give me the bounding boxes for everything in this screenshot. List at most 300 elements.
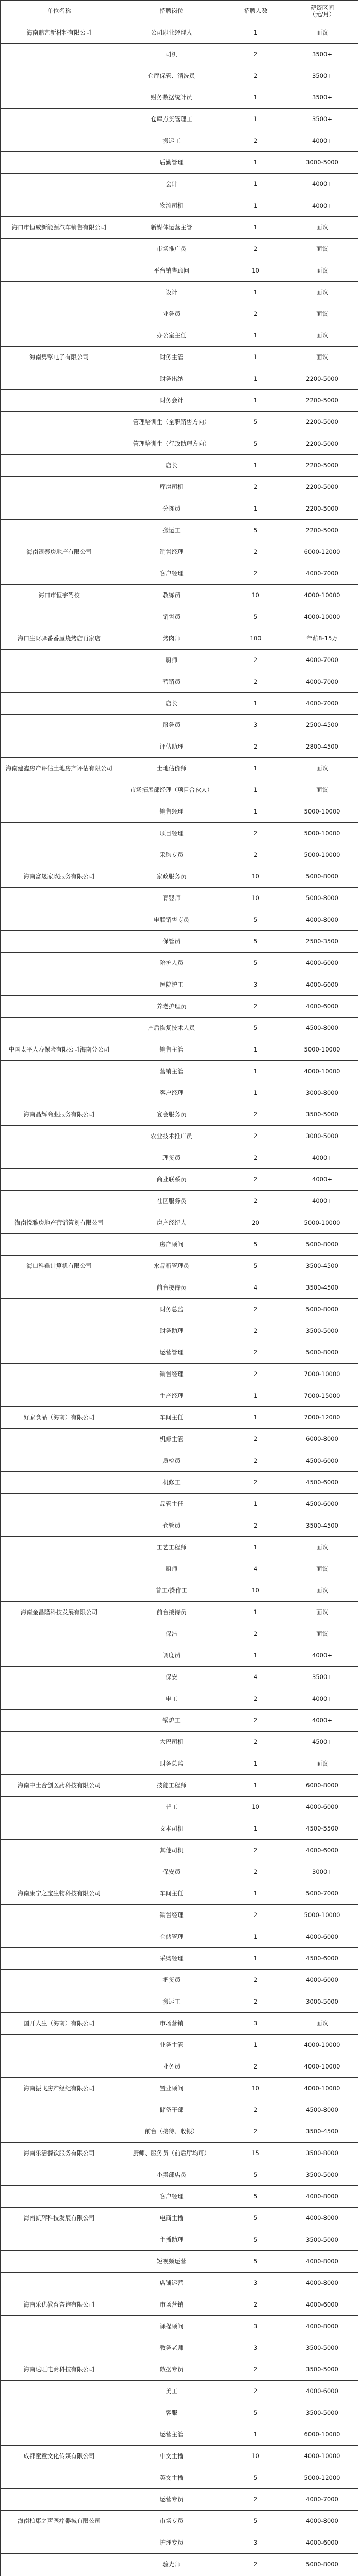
count-cell: 5 — [225, 909, 286, 931]
salary-cell: 5000-8000 — [286, 1299, 358, 1320]
count-cell: 2 — [225, 2489, 286, 2511]
table-row — [1, 693, 358, 715]
company-cell — [1, 2229, 118, 2251]
salary-cell: 4000-6000 — [286, 953, 358, 974]
table-row — [1, 1818, 358, 1840]
table-row — [1, 282, 358, 303]
position-cell: 管理培训生（全职销售方向） — [118, 412, 225, 433]
company-cell — [1, 390, 118, 412]
position-cell: 教练员 — [118, 585, 225, 606]
company-cell: 成都童童文化传媒有限公司 — [1, 2446, 118, 2467]
salary-cell: 4000-7000 — [286, 693, 358, 715]
count-cell: 1 — [225, 195, 286, 217]
count-cell: 4 — [225, 1558, 286, 1580]
salary-cell: 2200-5000 — [286, 498, 358, 520]
company-cell — [1, 520, 118, 541]
position-cell: 调度员 — [118, 1645, 225, 1667]
salary-cell: 3000-5000 — [286, 152, 358, 174]
salary-cell: 4000-6000 — [286, 1840, 358, 1861]
count-cell: 1 — [225, 1385, 286, 1407]
position-cell: 仓储管理 — [118, 1926, 225, 1948]
count-cell: 2 — [225, 1515, 286, 1537]
salary-cell: 面议 — [286, 1580, 358, 1602]
salary-cell: 3500-5000 — [286, 2359, 358, 2381]
position-cell: 其他司机 — [118, 1840, 225, 1861]
table-row — [1, 2424, 358, 2446]
salary-cell: 4000+ — [286, 1710, 358, 1732]
salary-cell: 5000-8000 — [286, 2554, 358, 2575]
company-cell — [1, 1645, 118, 1667]
salary-cell: 面议 — [286, 1558, 358, 1580]
table-row — [1, 2273, 358, 2294]
table-row — [1, 2229, 358, 2251]
count-cell: 10 — [225, 866, 286, 888]
salary-cell: 5000-7000 — [286, 1883, 358, 1905]
position-cell: 品管主任 — [118, 1494, 225, 1515]
table-row — [1, 412, 358, 433]
company-cell — [1, 282, 118, 303]
company-cell — [1, 2056, 118, 2078]
company-cell: 海南悦雅房地产营销策划有限公司 — [1, 1212, 118, 1234]
position-cell: 保安 — [118, 1667, 225, 1688]
count-cell: 2 — [225, 1320, 286, 1342]
salary-cell: 4000-10000 — [286, 1061, 358, 1082]
company-cell: 海南振飞房产经纪有限公司 — [1, 2078, 118, 2099]
count-cell: 10 — [225, 1580, 286, 1602]
table-row — [1, 1385, 358, 1407]
salary-cell: 7000-10000 — [286, 1364, 358, 1385]
position-cell: 业务员 — [118, 2056, 225, 2078]
company-cell: 海口市恒威新能源汽车销售有限公司 — [1, 217, 118, 239]
salary-cell: 4000-8000 — [286, 2316, 358, 2337]
salary-cell: 4000-6000 — [286, 2381, 358, 2402]
count-cell: 1 — [225, 1948, 286, 1970]
count-cell: 1 — [225, 368, 286, 390]
company-cell — [1, 1191, 118, 1212]
position-cell: 分拣员 — [118, 498, 225, 520]
table-row — [1, 953, 358, 974]
position-cell: 主播助理 — [118, 2229, 225, 2251]
count-cell: 3 — [225, 2273, 286, 2294]
position-cell: 财务总监 — [118, 1299, 225, 1320]
count-cell: 1 — [225, 2424, 286, 2446]
count-cell: 5 — [225, 2208, 286, 2229]
count-cell: 5 — [225, 1018, 286, 1039]
salary-cell: 2500-4500 — [286, 715, 358, 736]
table-row — [1, 1905, 358, 1926]
salary-cell: 4000-7000 — [286, 650, 358, 671]
table-row — [1, 2143, 358, 2164]
company-cell: 海南富晟家政服务有限公司 — [1, 866, 118, 888]
table-row — [1, 1991, 358, 2013]
company-cell — [1, 2251, 118, 2273]
table-row — [1, 2121, 358, 2143]
table-row — [1, 1082, 358, 1104]
table-row — [1, 996, 358, 1018]
position-cell: 医院护工 — [118, 974, 225, 996]
position-cell: 库房司机 — [118, 477, 225, 498]
table-row — [1, 2099, 358, 2121]
count-cell: 2 — [225, 1147, 286, 1169]
company-cell — [1, 1277, 118, 1299]
count-cell: 2 — [225, 1104, 286, 1126]
salary-cell: 3500-5000 — [286, 1320, 358, 1342]
table-row — [1, 217, 358, 239]
company-cell — [1, 433, 118, 455]
count-cell: 3 — [225, 2013, 286, 2035]
count-cell: 1 — [225, 498, 286, 520]
company-cell — [1, 477, 118, 498]
salary-cell: 2200-5000 — [286, 455, 358, 477]
position-cell: 数据专员 — [118, 2359, 225, 2381]
salary-cell: 4000-7000 — [286, 2489, 358, 2511]
count-cell: 2 — [225, 1732, 286, 1753]
company-cell — [1, 87, 118, 109]
position-cell: 市场营销 — [118, 2013, 225, 2035]
salary-cell: 2800-4500 — [286, 736, 358, 758]
position-cell: 财务总监 — [118, 1753, 225, 1775]
position-cell: 厨师、服务员（前后厅均可） — [118, 2143, 225, 2164]
company-cell: 海南银泰房地产有限公司 — [1, 541, 118, 563]
count-cell: 2 — [225, 2359, 286, 2381]
count-cell: 2 — [225, 541, 286, 563]
salary-cell: 4000+ — [286, 195, 358, 217]
position-cell: 店铺运营 — [118, 2273, 225, 2294]
salary-cell: 5000-8000 — [286, 866, 358, 888]
count-cell: 2 — [225, 1840, 286, 1861]
salary-cell: 6000-12000 — [286, 541, 358, 563]
salary-cell: 3500-8000 — [286, 2143, 358, 2164]
position-cell: 商业联系员 — [118, 1169, 225, 1191]
table-row — [1, 2208, 358, 2229]
company-cell — [1, 1299, 118, 1320]
salary-cell: 3500-5000 — [286, 2337, 358, 2359]
company-cell — [1, 1494, 118, 1515]
salary-cell: 4000-7000 — [286, 563, 358, 585]
count-cell: 4 — [225, 1277, 286, 1299]
table-row — [1, 1645, 358, 1667]
count-cell: 1 — [225, 1537, 286, 1558]
salary-cell: 4000+ — [286, 1645, 358, 1667]
count-cell: 2 — [225, 239, 286, 260]
company-cell — [1, 671, 118, 693]
company-cell — [1, 109, 118, 130]
position-cell: 营销员 — [118, 671, 225, 693]
count-cell: 2 — [225, 1429, 286, 1450]
position-cell: 文本司机 — [118, 1818, 225, 1840]
company-cell — [1, 260, 118, 282]
salary-cell: 面议 — [286, 260, 358, 282]
count-cell: 2 — [225, 1126, 286, 1147]
company-cell — [1, 1905, 118, 1926]
company-cell — [1, 2532, 118, 2554]
company-cell: 国开人生（海南）有限公司 — [1, 2013, 118, 2035]
table-row — [1, 1126, 358, 1147]
company-cell: 中国太平人寿保险有限公司海南分公司 — [1, 1039, 118, 1061]
salary-cell: 5000-10000 — [286, 801, 358, 823]
company-cell: 海南乐活餐饮服务有限公司 — [1, 2143, 118, 2164]
table-row — [1, 1429, 358, 1450]
salary-cell: 面议 — [286, 1537, 358, 1558]
position-cell: 销售员 — [118, 606, 225, 628]
count-cell: 1 — [225, 455, 286, 477]
company-cell — [1, 1537, 118, 1558]
position-cell: 保管员 — [118, 931, 225, 953]
table-row — [1, 1580, 358, 1602]
company-cell: 海南乐优教育咨询有限公司 — [1, 2294, 118, 2316]
position-cell: 销售经理 — [118, 1364, 225, 1385]
company-cell — [1, 1710, 118, 1732]
table-row — [1, 715, 358, 736]
position-cell: 烤肉师 — [118, 628, 225, 650]
salary-cell: 4500-8000 — [286, 2099, 358, 2121]
table-row — [1, 44, 358, 65]
position-cell: 课程顾问 — [118, 2316, 225, 2337]
count-cell: 1 — [225, 325, 286, 347]
position-cell: 客户经理 — [118, 1082, 225, 1104]
company-cell — [1, 693, 118, 715]
table-row — [1, 22, 358, 44]
count-cell: 2 — [225, 996, 286, 1018]
position-cell: 前台接待员 — [118, 1277, 225, 1299]
salary-cell: 4000+ — [286, 1688, 358, 1710]
count-cell: 2 — [225, 844, 286, 866]
company-cell — [1, 2424, 118, 2446]
company-cell — [1, 412, 118, 433]
header-company: 单位名称 — [1, 1, 118, 22]
company-cell — [1, 325, 118, 347]
table-row — [1, 2532, 358, 2554]
position-cell: 销售经理 — [118, 541, 225, 563]
table-row — [1, 498, 358, 520]
position-cell: 保安员 — [118, 1861, 225, 1883]
count-cell: 1 — [225, 1494, 286, 1515]
count-cell: 5 — [225, 606, 286, 628]
count-cell: 3 — [225, 2337, 286, 2359]
position-cell: 把货员 — [118, 1970, 225, 1991]
table-row — [1, 650, 358, 671]
company-cell — [1, 1018, 118, 1039]
salary-cell: 4000+ — [286, 130, 358, 152]
position-cell: 电工 — [118, 1688, 225, 1710]
salary-cell: 3000+ — [286, 1861, 358, 1883]
count-cell: 10 — [225, 260, 286, 282]
count-cell: 2 — [225, 823, 286, 844]
company-cell — [1, 2402, 118, 2424]
salary-cell: 4000-6000 — [286, 1970, 358, 1991]
company-cell — [1, 779, 118, 801]
table-row — [1, 2359, 358, 2381]
company-cell — [1, 1732, 118, 1753]
company-cell — [1, 2467, 118, 2489]
table-row — [1, 1104, 358, 1126]
company-cell — [1, 1169, 118, 1191]
salary-cell: 4000-6000 — [286, 2532, 358, 2554]
count-cell: 2 — [225, 736, 286, 758]
company-cell: 海口生财驿番番屋烧烤店肖家店 — [1, 628, 118, 650]
salary-cell: 4000-10000 — [286, 2056, 358, 2078]
position-cell: 机修工 — [118, 1472, 225, 1494]
company-cell — [1, 2337, 118, 2359]
count-cell: 2 — [225, 2121, 286, 2143]
count-cell: 1 — [225, 1753, 286, 1775]
salary-cell: 2200-5000 — [286, 433, 358, 455]
company-cell — [1, 1061, 118, 1082]
salary-cell: 4000-10000 — [286, 2035, 358, 2056]
table-row — [1, 1970, 358, 1991]
company-cell — [1, 195, 118, 217]
count-cell: 5 — [225, 2186, 286, 2208]
company-cell — [1, 2316, 118, 2337]
company-cell — [1, 2099, 118, 2121]
count-cell: 1 — [225, 87, 286, 109]
company-cell — [1, 1623, 118, 1645]
company-cell — [1, 130, 118, 152]
position-cell: 市场拓展部经理（项目合伙人） — [118, 779, 225, 801]
company-cell — [1, 65, 118, 87]
salary-cell: 面议 — [286, 2013, 358, 2035]
table-row — [1, 823, 358, 844]
table-row — [1, 2316, 358, 2337]
count-cell: 1 — [225, 779, 286, 801]
count-cell: 3 — [225, 2316, 286, 2337]
header-row — [1, 1, 358, 22]
salary-cell: 4000+ — [286, 1191, 358, 1212]
table-row — [1, 109, 358, 130]
table-row — [1, 130, 358, 152]
company-cell — [1, 1472, 118, 1494]
company-cell — [1, 368, 118, 390]
position-cell: 采购经理 — [118, 1948, 225, 1970]
company-cell — [1, 1429, 118, 1450]
table-row — [1, 2056, 358, 2078]
company-cell — [1, 2035, 118, 2056]
position-cell: 服务员 — [118, 715, 225, 736]
count-cell: 1 — [225, 282, 286, 303]
position-cell: 电联销售专员 — [118, 909, 225, 931]
table-row — [1, 260, 358, 282]
table-row — [1, 455, 358, 477]
table-row — [1, 433, 358, 455]
table-row — [1, 2446, 358, 2467]
position-cell: 家政服务员 — [118, 866, 225, 888]
company-cell — [1, 931, 118, 953]
table-row — [1, 1342, 358, 1364]
position-cell: 保洁 — [118, 1623, 225, 1645]
salary-cell: 面议 — [286, 758, 358, 779]
salary-cell: 3500+ — [286, 87, 358, 109]
company-cell — [1, 2121, 118, 2143]
company-cell — [1, 909, 118, 931]
table-row — [1, 2164, 358, 2186]
position-cell: 客服 — [118, 2402, 225, 2424]
company-cell — [1, 1753, 118, 1775]
position-cell: 财务数据统计员 — [118, 87, 225, 109]
position-cell: 土地估价师 — [118, 758, 225, 779]
position-cell: 短视频运营 — [118, 2251, 225, 2273]
count-cell: 2 — [225, 2294, 286, 2316]
company-cell — [1, 888, 118, 909]
table-row — [1, 1883, 358, 1905]
table-row — [1, 1732, 358, 1753]
position-cell: 运营主管 — [118, 2424, 225, 2446]
count-cell: 1 — [225, 1818, 286, 1840]
company-cell — [1, 1450, 118, 1472]
count-cell: 5 — [225, 2251, 286, 2273]
salary-cell: 4500-6000 — [286, 1472, 358, 1494]
salary-cell: 4000+ — [286, 174, 358, 195]
table-row — [1, 2186, 358, 2208]
table-row — [1, 2251, 358, 2273]
count-cell: 2 — [225, 2056, 286, 2078]
company-cell: 海口市恒宇驾校 — [1, 585, 118, 606]
company-cell — [1, 1948, 118, 1970]
table-row — [1, 2402, 358, 2424]
table-row — [1, 2294, 358, 2316]
salary-cell: 2200-5000 — [286, 477, 358, 498]
salary-cell: 年薪8-15万 — [286, 628, 358, 650]
company-cell — [1, 844, 118, 866]
count-cell: 1 — [225, 1602, 286, 1623]
company-cell — [1, 1342, 118, 1364]
table-row — [1, 1256, 358, 1277]
salary-cell: 5000-8000 — [286, 1234, 358, 1256]
salary-cell: 4000-7000 — [286, 671, 358, 693]
position-cell: 业务主管 — [118, 2035, 225, 2056]
position-cell: 市场专员 — [118, 2511, 225, 2532]
table-row — [1, 1797, 358, 1818]
table-row — [1, 195, 358, 217]
table-row — [1, 1537, 358, 1558]
salary-cell: 面议 — [286, 217, 358, 239]
count-cell: 1 — [225, 347, 286, 368]
table-row — [1, 87, 358, 109]
company-cell — [1, 715, 118, 736]
position-cell: 养老护理员 — [118, 996, 225, 1018]
company-cell — [1, 1580, 118, 1602]
position-cell: 车间主任 — [118, 1883, 225, 1905]
company-cell — [1, 1320, 118, 1342]
company-cell — [1, 1515, 118, 1537]
count-cell: 5 — [225, 412, 286, 433]
position-cell: 房产经纪人 — [118, 1212, 225, 1234]
count-cell: 1 — [225, 22, 286, 44]
salary-cell: 2200-5000 — [286, 390, 358, 412]
table-row — [1, 2511, 358, 2532]
count-cell: 2 — [225, 2554, 286, 2575]
count-cell: 2 — [225, 1688, 286, 1710]
salary-cell: 4000-10000 — [286, 2446, 358, 2467]
count-cell: 2 — [225, 1905, 286, 1926]
count-cell: 3 — [225, 974, 286, 996]
position-cell: 新媒体运营主管 — [118, 217, 225, 239]
salary-cell: 6000-10000 — [286, 2424, 358, 2446]
table-row — [1, 303, 358, 325]
position-cell: 项目经理 — [118, 823, 225, 844]
count-cell: 2 — [225, 1342, 286, 1364]
count-cell: 10 — [225, 888, 286, 909]
company-cell — [1, 2554, 118, 2575]
position-cell: 厨师 — [118, 1558, 225, 1580]
salary-cell: 5000-12000 — [286, 2467, 358, 2489]
position-cell: 搬运工 — [118, 520, 225, 541]
table-row — [1, 1299, 358, 1320]
salary-cell: 4000-8000 — [286, 2208, 358, 2229]
table-row — [1, 1018, 358, 1039]
company-cell — [1, 801, 118, 823]
salary-cell: 4500-6000 — [286, 1494, 358, 1515]
company-cell: 海南金昌隆科技发展有限公司 — [1, 1602, 118, 1623]
